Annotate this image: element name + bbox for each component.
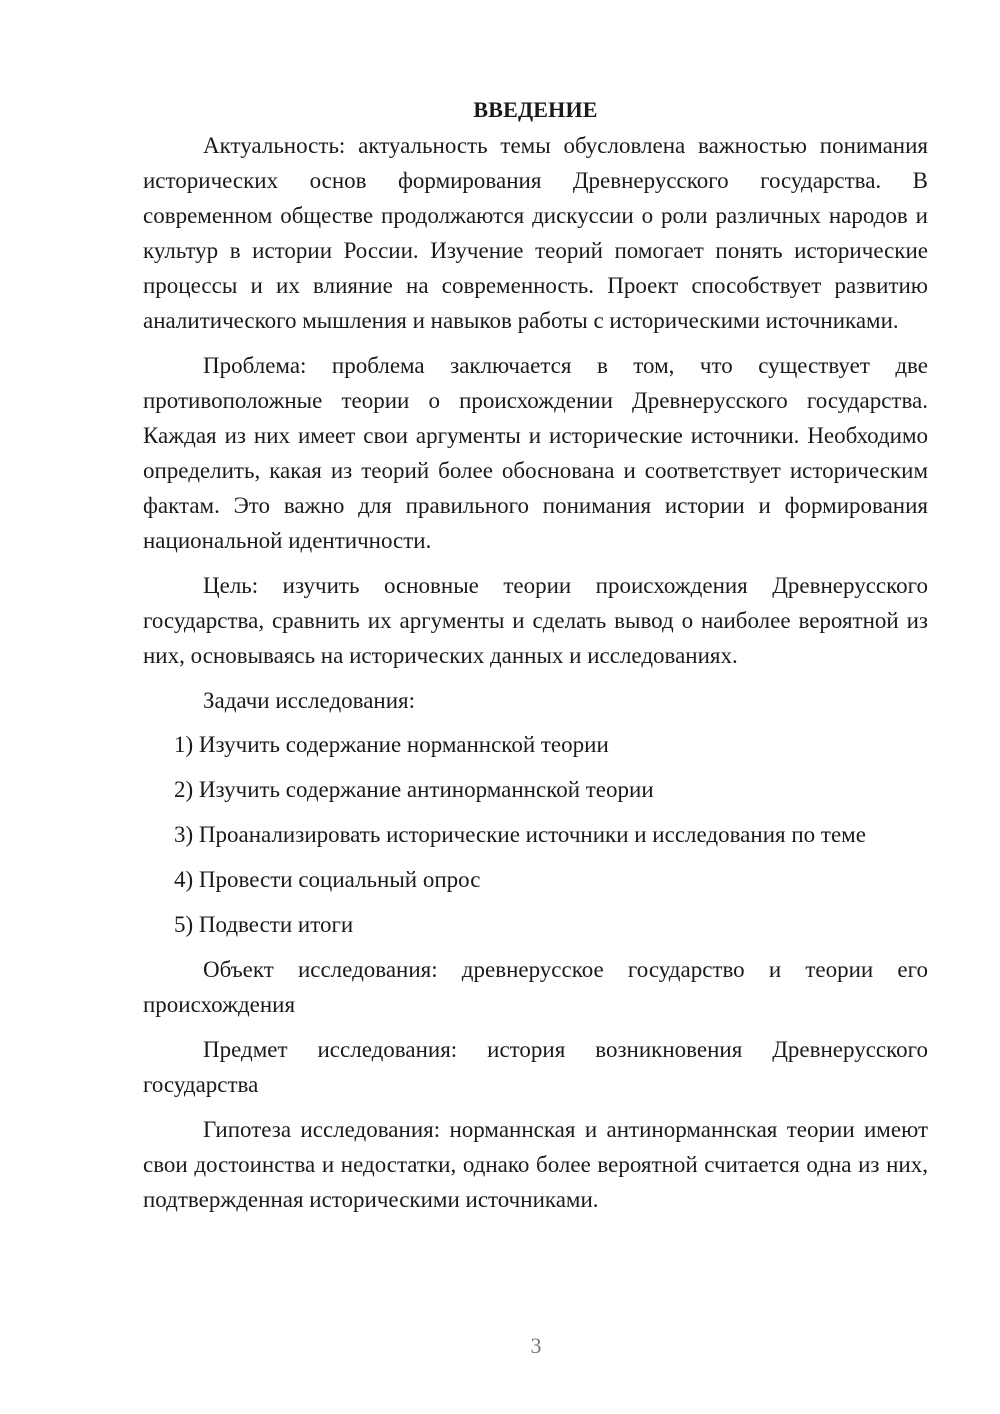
page-number: 3 [530,1333,542,1358]
page-title: ВВЕДЕНИЕ [473,97,598,122]
task-item-2: 2) Изучить содержание антинорманнской теории [174,777,654,802]
paragraph-problem: Проблема: проблема заключается в том, что существует две противоположные теории о происхождении Древнерусского государства. Каждая из них имеет свои аргументы и исторические источники. Необходимо определить, какая из теорий более обоснована и соответствует историческим фактам. Это важно для правильного понимания истории и формирования национальной идентичности. [143,353,928,553]
task-item-4: 4) Провести социальный опрос [174,867,481,892]
paragraph-subject: Предмет исследования: история возникновения Древнерусского государства [143,1037,928,1097]
paragraph-goal: Цель: изучить основные теории происхождения Древнерусского государства, сравнить их аргументы и сделать вывод о наиболее вероятной из них, основываясь на исторических данных и исследованиях. [143,573,928,668]
paragraph-relevance: Актуальность: актуальность темы обусловлена важностью понимания исторических основ формирования Древнерусского государства. В современном обществе продолжаются дискуссии о роли различных народов и культур в истории России. Изучение теорий помогает понять исторические процессы и их влияние на современность. Проект способствует развитию аналитического мышления и навыков работы с историческими источниками. [143,133,928,333]
task-item-3: 3) Проанализировать исторические источники и исследования по теме [174,822,866,847]
paragraph-hypothesis: Гипотеза исследования: норманнская и антинорманнская теории имеют свои достоинства и недостатки, однако более вероятной считается одна из них, подтвержденная историческими источниками. [143,1117,928,1212]
task-item-5: 5) Подвести итоги [174,912,354,937]
task-item-1: 1) Изучить содержание норманнской теории [174,732,609,757]
page-content [143,92,928,1227]
tasks-heading: Задачи исследования: [203,688,416,713]
paragraph-object: Объект исследования: древнерусское государство и теории его происхождения [143,957,928,1017]
